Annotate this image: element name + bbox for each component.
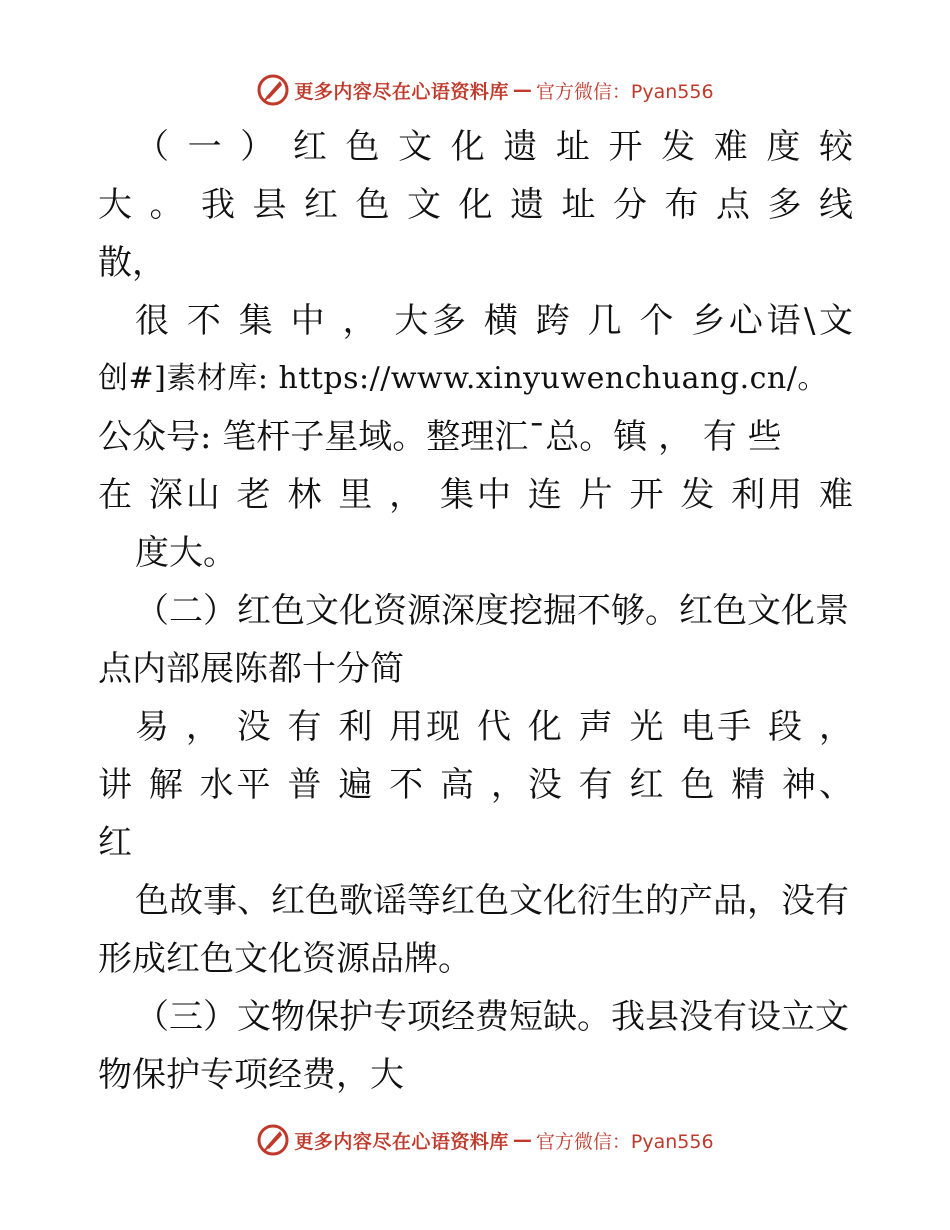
footer-banner-content xyxy=(256,1123,713,1157)
text-line: （二）红色文化资源深度挖掘不够。红色文化景 xyxy=(135,591,849,631)
quill-logo-icon xyxy=(256,73,290,107)
text-line: 很 不 集 中 ， 大多 横 跨 几 个 乡心语\文 xyxy=(135,301,853,341)
banner-wechat-text: 官方微信：Pyan556 xyxy=(535,80,714,103)
text-line: 创#]素材库: https://www.xinyuwenchuang.cn/。 xyxy=(98,361,828,396)
text-line: 点内部展陈都十分简 xyxy=(98,649,404,689)
text-line: 度大。 xyxy=(135,533,237,573)
header-banner xyxy=(0,70,950,110)
text-line: 大 。 我 县 红 色 文 化 遗 址 分 布 点 多 线 xyxy=(98,185,853,225)
text-line: 公众号: 笔杆子星域。整理汇¯总。镇 ， 有 些 xyxy=(98,417,782,457)
text-line: （三）文物保护专项经费短缺。我县没有设立文 xyxy=(135,997,849,1037)
text-line: 在 深山 老 林 里 ， 集中 连 片 开 发 利用 难 xyxy=(98,475,853,515)
text-line: 易 ， 没 有 利 用现 代 化 声 光 电手 段 ， xyxy=(135,707,853,747)
text-line: 散， xyxy=(98,243,166,283)
text-line: 讲 解 水平 普 遍 不 高 ，没 有 红 色 精 神、 xyxy=(98,765,853,805)
banner-separator: — xyxy=(512,1129,532,1151)
text-line: （ 一 ） 红 色 文 化 遗 址 开 发 难 度 较 xyxy=(135,127,853,167)
banner-separator: — xyxy=(512,79,532,101)
document-body xyxy=(98,118,853,1104)
text-line: 红 xyxy=(98,823,132,863)
text-line: 色故事、红色歌谣等红色文化衍生的产品，没有 xyxy=(135,881,849,921)
quill-logo-icon xyxy=(256,1123,290,1157)
header-banner-content xyxy=(256,73,713,107)
text-line: 形成红色文化资源品牌。 xyxy=(98,939,472,979)
text-line: 物保护专项经费，大 xyxy=(98,1055,404,1095)
banner-wechat-text: 官方微信：Pyan556 xyxy=(535,1130,714,1153)
footer-banner xyxy=(0,1120,950,1160)
banner-site-text: 更多内容尽在心语资料库 xyxy=(294,80,509,103)
banner-site-text: 更多内容尽在心语资料库 xyxy=(294,1130,509,1153)
